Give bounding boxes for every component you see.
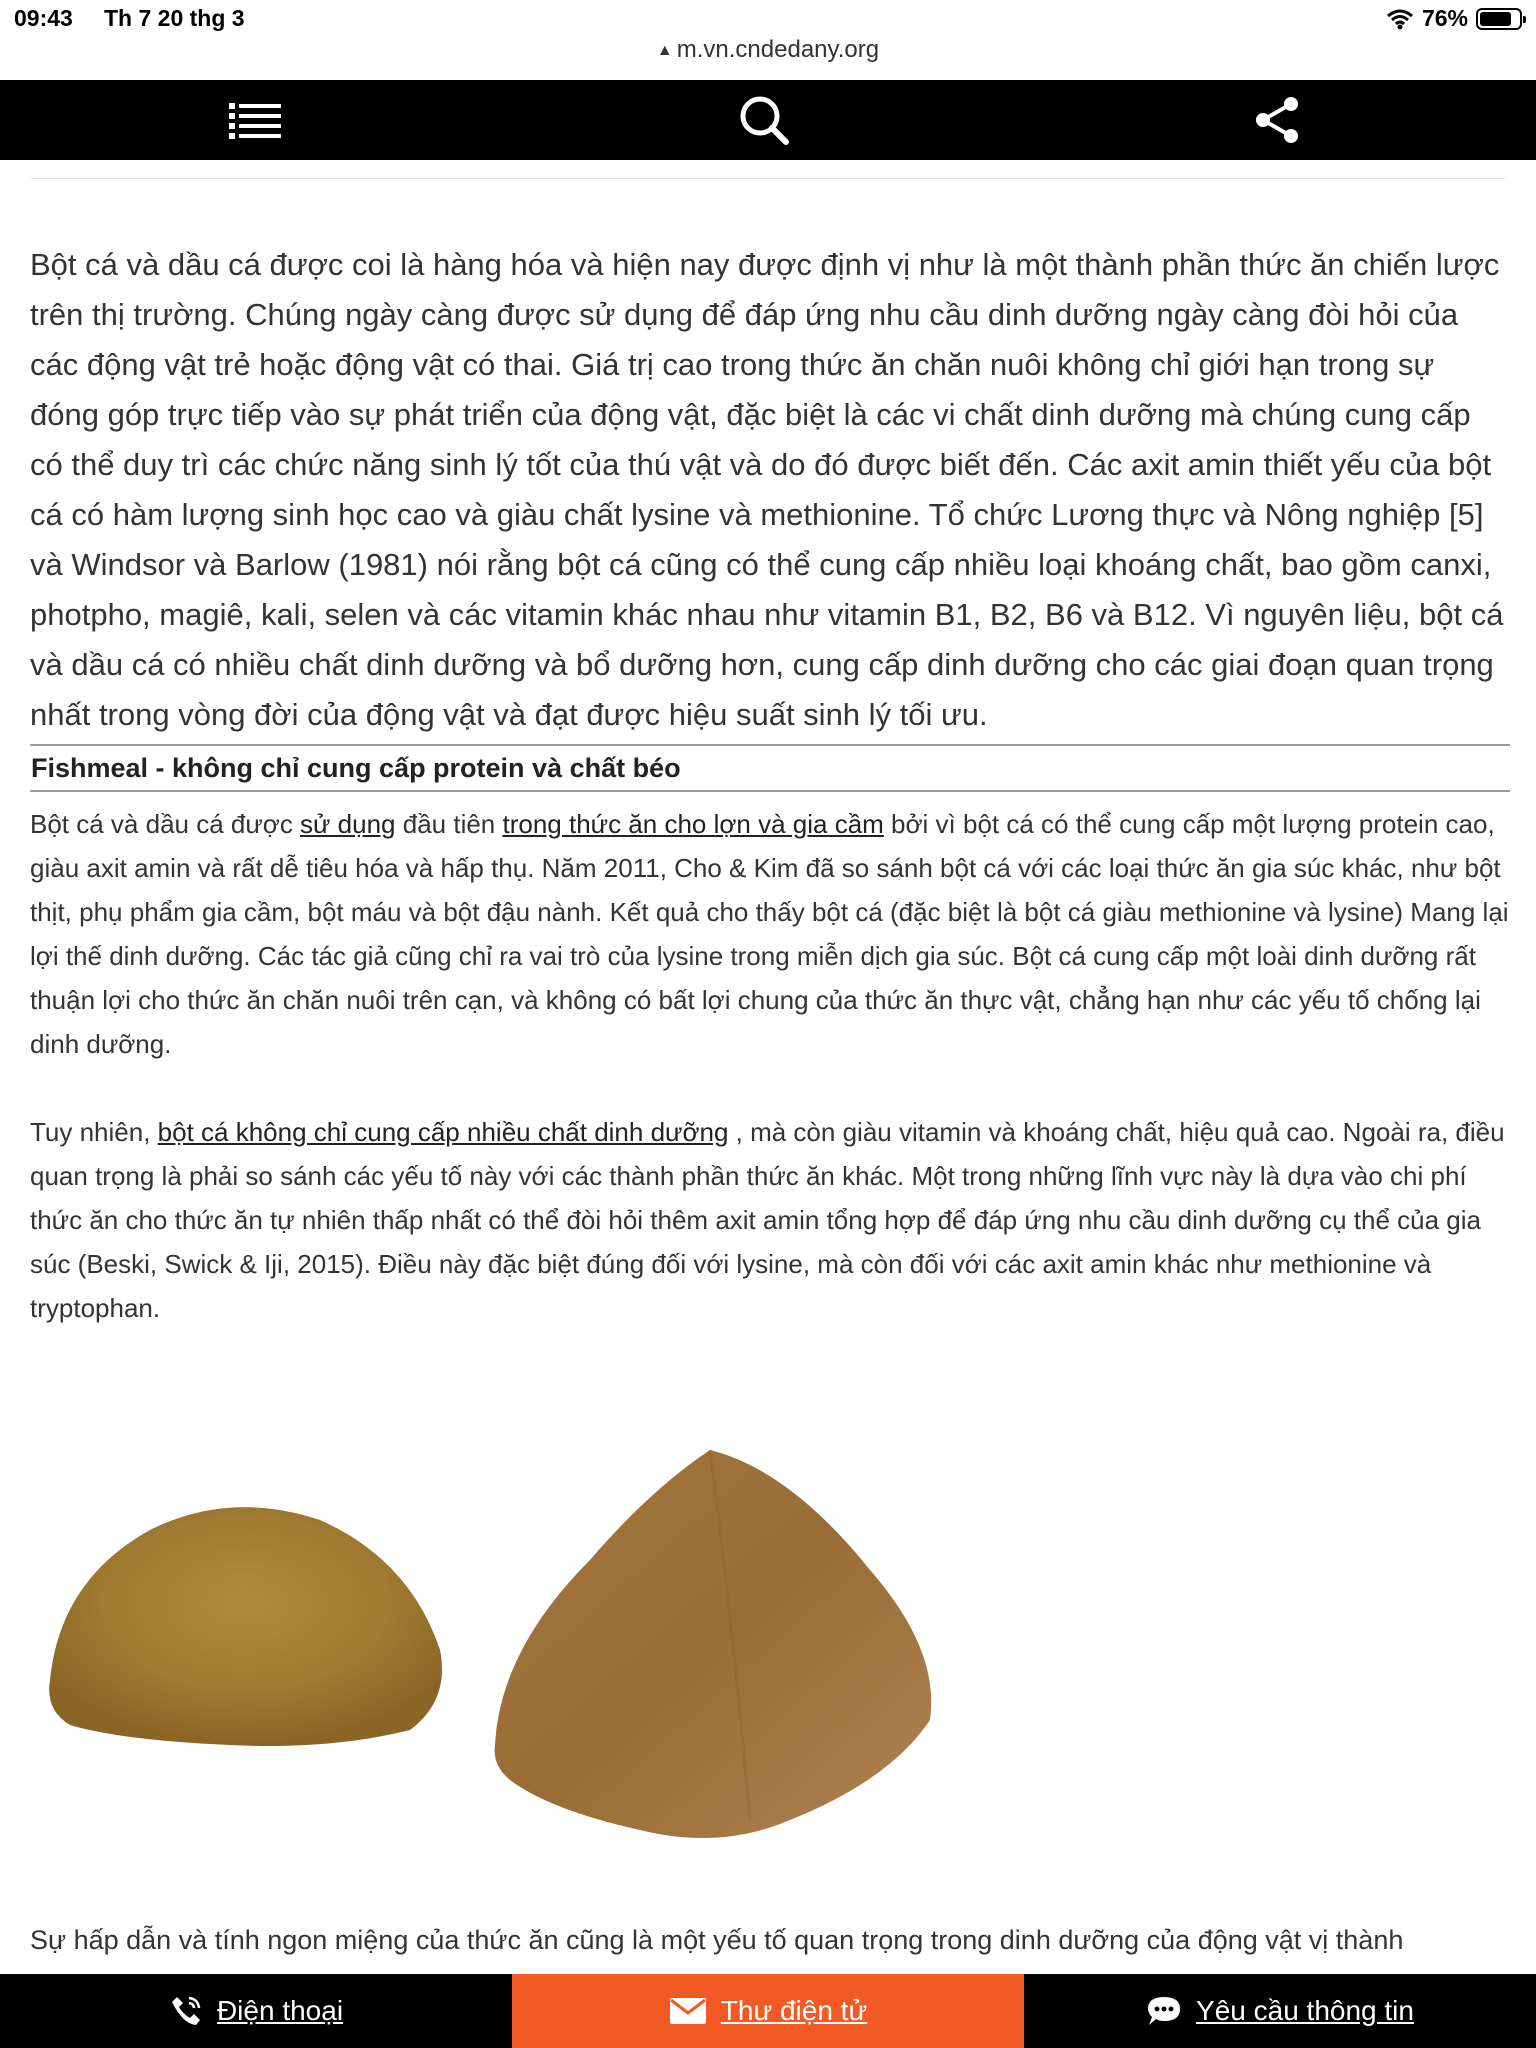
divider: [30, 178, 1506, 179]
bottom-contact-bar: [0, 1974, 1536, 2048]
battery-icon: [1476, 8, 1522, 30]
text: , mà còn giàu vitamin và khoáng chất, hiệu quả cao. Ngoài ra, điều quan trọng là phải so sánh các yếu tố này với các thành phần thức ăn khác. Một trong những lĩnh vực này là dựa vào chi phí thức ăn cho thức ăn tự nhiên thấp nhất có thể đòi hỏi thêm axit amin tổng hợp để đáp ứng nhu cầu dinh dưỡng cụ thể của gia súc (Beski, Swick & Iji, 2015). Điều này đặc biệt đúng đối với lysine, mà còn đối với các axit amin khác như methionine và tryptophan.: [30, 1117, 1505, 1323]
paragraph-1: [30, 802, 1510, 1066]
fishmeal-pile-right: [495, 1450, 932, 1838]
section-title: Fishmeal - không chỉ cung cấp protein và chất béo: [30, 744, 1510, 792]
search-icon[interactable]: [734, 92, 794, 148]
article-body: [30, 240, 1510, 1890]
intro-paragraph: Bột cá và dầu cá được coi là hàng hóa và hiện nay được định vị như là một thành phần thức ăn chiến lược trên thị trường. Chúng ngày càng được sử dụng để đáp ứng nhu cầu dinh dưỡng ngày càng đòi hỏi của các động vật trẻ hoặc động vật có thai. Giá trị cao trong thức ăn chăn nuôi không chỉ giới hạn trong sự đóng góp trực tiếp vào sự phát triển của động vật, đặc biệt là các vi chất dinh dưỡng mà chúng cung cấp có thể duy trì các chức năng sinh lý tốt của thú vật và do đó được biết đến. Các axit amin thiết yếu của bột cá có hàm lượng sinh học cao và giàu chất lysine và methionine. Tổ chức Lương thực và Nông nghiệp [5] và Windsor và Barlow (1981) nói rằng bột cá cũng có thể cung cấp nhiều loại khoáng chất, bao gồm canxi, photpho, magiê, kali, selen và các vitamin khác nhau như vitamin B1, B2, B6 và B12. Vì nguyên liệu, bột cá và dầu cá có nhiều chất dinh dưỡng và bổ dưỡng hơn, cung cấp dinh dưỡng cho các giai đoạn quan trọng nhất trong vòng đời của động vật và đạt được hiệu suất sinh lý tối ưu.: [30, 247, 1504, 732]
address-bar[interactable]: [0, 36, 1536, 64]
link-su-dung[interactable]: sử dụng: [300, 809, 396, 839]
fishmeal-pile-left: [49, 1507, 442, 1746]
text: Tuy nhiên,: [30, 1117, 158, 1147]
text: Bột cá và dầu cá được: [30, 809, 301, 839]
status-date: Th 7 20 thg 3: [104, 5, 245, 31]
phone-icon: [169, 1994, 203, 2028]
status-right: [1386, 5, 1522, 32]
email-label: Thư điện tử: [720, 1995, 868, 2026]
url-text: m.vn.cndedany.org: [676, 36, 880, 63]
mail-icon: [669, 1997, 707, 2025]
phone-label: Điện thoại: [216, 1995, 344, 2026]
text: đầu tiên: [395, 809, 503, 839]
phone-button[interactable]: [0, 1974, 512, 2048]
status-bar: [0, 0, 1536, 36]
status-time: 09:43: [14, 5, 73, 31]
battery-percent: 76%: [1421, 5, 1468, 31]
text: bởi vì bột cá có thể cung cấp một lượng protein cao, giàu axit amin và rất dễ tiêu hóa và hấp thụ. Năm 2011, Cho & Kim đã so sánh bột cá với các loại thức ăn gia súc khác, như bột thịt, phụ phẩm gia cầm, bột máu và bột đậu nành. Kết quả cho thấy bột cá (đặc biệt là bột cá giàu methionine và lysine) Mang lại lợi thế dinh dưỡng. Các tác giả cũng chỉ ra vai trò của lysine trong miễn dịch gia súc. Bột cá cung cấp một loài dinh dưỡng rất thuận lợi cho thức ăn chăn nuôi trên cạn, và không có bất lợi chung của thức ăn thực vật, chẳng hạn như các yếu tố chống lại dinh dưỡng.: [30, 809, 1509, 1059]
link-pig-poultry-feed[interactable]: trong thức ăn cho lợn và gia cầm: [502, 809, 884, 839]
wifi-icon: [1386, 8, 1414, 30]
paragraph-2: [30, 1110, 1510, 1330]
share-icon[interactable]: [1247, 92, 1307, 148]
email-button[interactable]: [512, 1974, 1024, 2048]
warning-icon: ▲: [656, 41, 673, 59]
paragraph-3: Sự hấp dẫn và tính ngon miệng của thức ăn cũng là một yếu tố quan trọng trong dinh dưỡng của động vật vị thành: [30, 1925, 1404, 1955]
fishmeal-image: [30, 1350, 1510, 1890]
top-nav-bar: [0, 80, 1536, 160]
menu-icon[interactable]: [225, 92, 285, 148]
chat-icon: [1146, 1995, 1182, 2027]
request-info-button[interactable]: [1024, 1974, 1536, 2048]
link-fishmeal-nutrients[interactable]: bột cá không chỉ cung cấp nhiều chất dinh dưỡng: [157, 1117, 729, 1147]
request-label: Yêu cầu thông tin: [1196, 1995, 1414, 2026]
